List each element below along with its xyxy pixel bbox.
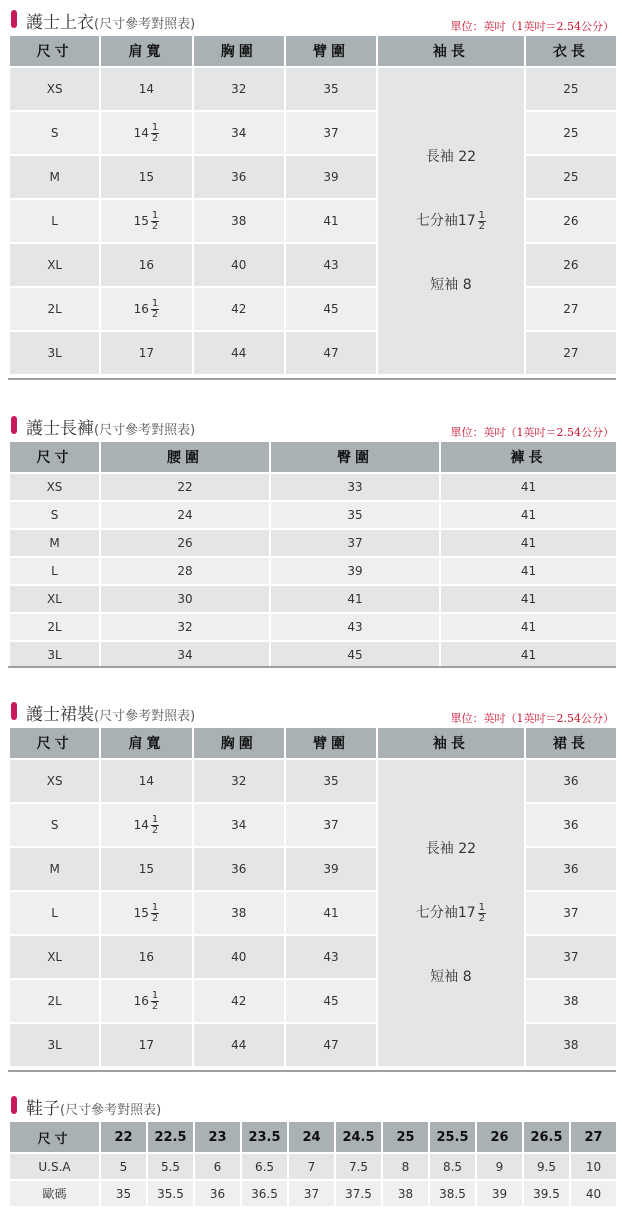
usa-size: 6 bbox=[195, 1154, 240, 1181]
header-shoulder: 肩寬 bbox=[101, 728, 191, 760]
eu-size: 39.5 bbox=[524, 1181, 569, 1208]
size-cell: L bbox=[10, 200, 99, 244]
length-cell: 38 bbox=[526, 980, 616, 1024]
header-chest: 胸圍 bbox=[194, 728, 284, 760]
usa-size: 7 bbox=[289, 1154, 334, 1181]
section-bullet-icon bbox=[11, 10, 17, 28]
section-title: 護士裙裝(尺寸參考對照表) bbox=[26, 705, 196, 725]
table-row bbox=[10, 156, 616, 200]
sleeve-short: 短袖 8 bbox=[430, 277, 472, 293]
chest-cell: 38 bbox=[194, 200, 284, 244]
eu-size: 40 bbox=[571, 1181, 616, 1208]
shoulder-cell: 15 $\frac{1}{2}$ bbox=[101, 200, 191, 244]
arm-cell: 37 bbox=[286, 112, 376, 156]
jp-size: 22 bbox=[101, 1122, 146, 1154]
waist-cell: 32 bbox=[101, 614, 269, 642]
waist-cell: 24 bbox=[101, 502, 269, 530]
sleeve-three-quarter: 七分袖17 $\frac{1}{2}$ bbox=[415, 209, 486, 232]
size-cell: XL bbox=[10, 586, 99, 614]
waist-cell: 34 bbox=[101, 642, 269, 670]
length-cell: 41 bbox=[441, 474, 616, 502]
size-cell: M bbox=[10, 530, 99, 558]
chest-cell: 40 bbox=[194, 244, 284, 288]
table-bottom-rule bbox=[8, 378, 616, 380]
usa-size: 10 bbox=[571, 1154, 616, 1181]
chest-cell: 42 bbox=[194, 288, 284, 332]
eu-size: 38 bbox=[383, 1181, 428, 1208]
table-row bbox=[10, 760, 616, 804]
table-header-row bbox=[10, 728, 616, 760]
length-cell: 26 bbox=[526, 200, 616, 244]
table-row bbox=[10, 332, 616, 376]
usa-size: 7.5 bbox=[336, 1154, 381, 1181]
dress-size-table bbox=[8, 728, 618, 1068]
section-bullet-icon bbox=[11, 702, 17, 720]
half-fraction: $\frac{1}{2}$ bbox=[151, 989, 159, 1012]
length-cell: 41 bbox=[441, 614, 616, 642]
length-cell: 41 bbox=[441, 642, 616, 670]
table-header-row bbox=[10, 1122, 616, 1154]
hip-cell: 37 bbox=[271, 530, 439, 558]
size-cell: 3L bbox=[10, 1024, 99, 1068]
header-chest: 胸圍 bbox=[194, 36, 284, 68]
length-cell: 36 bbox=[526, 848, 616, 892]
arm-cell: 43 bbox=[286, 244, 376, 288]
header-size: 尺寸 bbox=[10, 36, 99, 68]
table-row bbox=[10, 474, 616, 502]
size-cell: 2L bbox=[10, 288, 99, 332]
table-row bbox=[10, 614, 616, 642]
top-section-header bbox=[0, 4, 622, 34]
arm-cell: 47 bbox=[286, 1024, 376, 1068]
arm-cell: 47 bbox=[286, 332, 376, 376]
arm-cell: 45 bbox=[286, 288, 376, 332]
size-cell: M bbox=[10, 156, 99, 200]
shoulder-cell: 14 $\frac{1}{2}$ bbox=[101, 804, 191, 848]
hip-cell: 33 bbox=[271, 474, 439, 502]
length-cell: 37 bbox=[526, 936, 616, 980]
arm-cell: 45 bbox=[286, 980, 376, 1024]
table-row bbox=[10, 1181, 616, 1208]
arm-cell: 41 bbox=[286, 892, 376, 936]
usa-size: 6.5 bbox=[242, 1154, 287, 1181]
table-row bbox=[10, 244, 616, 288]
section-bullet-icon bbox=[11, 1096, 17, 1114]
waist-cell: 30 bbox=[101, 586, 269, 614]
eu-size: 37 bbox=[289, 1181, 334, 1208]
waist-cell: 26 bbox=[101, 530, 269, 558]
arm-cell: 39 bbox=[286, 156, 376, 200]
top-size-table bbox=[8, 36, 618, 376]
usa-size: 9.5 bbox=[524, 1154, 569, 1181]
shoulder-cell: 15 $\frac{1}{2}$ bbox=[101, 892, 191, 936]
eu-size: 35.5 bbox=[148, 1181, 193, 1208]
size-cell: M bbox=[10, 848, 99, 892]
header-length: 褲長 bbox=[441, 442, 616, 474]
table-row bbox=[10, 288, 616, 332]
chest-cell: 44 bbox=[194, 1024, 284, 1068]
size-cell: XL bbox=[10, 936, 99, 980]
unit-note: 單位：英吋（1英吋＝2.54公分） bbox=[450, 20, 614, 33]
shoulder-cell: 14 bbox=[101, 760, 191, 804]
arm-cell: 37 bbox=[286, 804, 376, 848]
chest-cell: 34 bbox=[194, 112, 284, 156]
table-row bbox=[10, 936, 616, 980]
half-fraction: $\frac{1}{2}$ bbox=[151, 209, 159, 232]
header-arm: 臂圍 bbox=[286, 36, 376, 68]
shoulder-cell: 14 $\frac{1}{2}$ bbox=[101, 112, 191, 156]
length-cell: 41 bbox=[441, 502, 616, 530]
chest-cell: 36 bbox=[194, 156, 284, 200]
length-cell: 37 bbox=[526, 892, 616, 936]
arm-cell: 35 bbox=[286, 68, 376, 112]
header-skirt-length: 裙長 bbox=[526, 728, 616, 760]
length-cell: 38 bbox=[526, 1024, 616, 1068]
usa-size: 8 bbox=[383, 1154, 428, 1181]
chest-cell: 38 bbox=[194, 892, 284, 936]
arm-cell: 41 bbox=[286, 200, 376, 244]
shoulder-cell: 16 bbox=[101, 244, 191, 288]
size-cell: L bbox=[10, 892, 99, 936]
jp-size: 26 bbox=[477, 1122, 522, 1154]
table-row bbox=[10, 892, 616, 936]
header-length: 衣長 bbox=[526, 36, 616, 68]
length-cell: 36 bbox=[526, 760, 616, 804]
hip-cell: 35 bbox=[271, 502, 439, 530]
eu-size: 36 bbox=[195, 1181, 240, 1208]
row-label-eu: 歐碼 bbox=[10, 1181, 99, 1208]
section-bullet-icon bbox=[11, 416, 17, 434]
table-row bbox=[10, 848, 616, 892]
header-arm: 臂圍 bbox=[286, 728, 376, 760]
shoulder-cell: 15 bbox=[101, 156, 191, 200]
size-cell: 2L bbox=[10, 614, 99, 642]
table-row bbox=[10, 586, 616, 614]
section-title: 鞋子(尺寸參考對照表) bbox=[26, 1099, 162, 1119]
shoulder-cell: 16 $\frac{1}{2}$ bbox=[101, 288, 191, 332]
hip-cell: 45 bbox=[271, 642, 439, 670]
hip-cell: 41 bbox=[271, 586, 439, 614]
half-fraction: $\frac{1}{2}$ bbox=[151, 297, 159, 320]
header-waist: 腰圍 bbox=[101, 442, 269, 474]
size-cell: 2L bbox=[10, 980, 99, 1024]
header-size: 尺寸 bbox=[10, 728, 99, 760]
arm-cell: 39 bbox=[286, 848, 376, 892]
half-fraction: $\frac{1}{2}$ bbox=[478, 901, 486, 924]
header-hip: 臀圍 bbox=[271, 442, 439, 474]
size-cell: 3L bbox=[10, 642, 99, 670]
length-cell: 25 bbox=[526, 112, 616, 156]
half-fraction: $\frac{1}{2}$ bbox=[151, 813, 159, 836]
sleeve-short: 短袖 8 bbox=[430, 969, 472, 985]
shoulder-cell: 17 bbox=[101, 332, 191, 376]
jp-size: 23.5 bbox=[242, 1122, 287, 1154]
header-sleeve: 袖長 bbox=[378, 36, 523, 68]
shoulder-cell: 15 bbox=[101, 848, 191, 892]
eu-size: 38.5 bbox=[430, 1181, 475, 1208]
length-cell: 36 bbox=[526, 804, 616, 848]
size-cell: L bbox=[10, 558, 99, 586]
sleeve-cell bbox=[378, 760, 523, 1068]
sleeve-long: 長袖 22 bbox=[425, 149, 477, 165]
sleeve-long: 長袖 22 bbox=[425, 841, 477, 857]
length-cell: 26 bbox=[526, 244, 616, 288]
usa-size: 9 bbox=[477, 1154, 522, 1181]
half-fraction: $\frac{1}{2}$ bbox=[478, 209, 486, 232]
dress-section bbox=[0, 696, 622, 1052]
length-cell: 27 bbox=[526, 332, 616, 376]
unit-note: 單位：英吋（1英吋＝2.54公分） bbox=[450, 426, 614, 439]
half-fraction: $\frac{1}{2}$ bbox=[151, 121, 159, 144]
chest-cell: 36 bbox=[194, 848, 284, 892]
chest-cell: 42 bbox=[194, 980, 284, 1024]
header-size: 尺寸 bbox=[10, 442, 99, 474]
arm-cell: 43 bbox=[286, 936, 376, 980]
table-row bbox=[10, 112, 616, 156]
jp-size: 22.5 bbox=[148, 1122, 193, 1154]
table-row bbox=[10, 200, 616, 244]
eu-size: 35 bbox=[101, 1181, 146, 1208]
waist-cell: 28 bbox=[101, 558, 269, 586]
usa-size: 5.5 bbox=[148, 1154, 193, 1181]
jp-size: 24.5 bbox=[336, 1122, 381, 1154]
shoulder-cell: 16 $\frac{1}{2}$ bbox=[101, 980, 191, 1024]
table-header-row bbox=[10, 36, 616, 68]
jp-size: 25.5 bbox=[430, 1122, 475, 1154]
jp-size: 23 bbox=[195, 1122, 240, 1154]
jp-size: 24 bbox=[289, 1122, 334, 1154]
shoes-size-table bbox=[8, 1122, 618, 1208]
table-row bbox=[10, 530, 616, 558]
unit-note: 單位：英吋（1英吋＝2.54公分） bbox=[450, 712, 614, 725]
length-cell: 41 bbox=[441, 586, 616, 614]
hip-cell: 43 bbox=[271, 614, 439, 642]
pants-section bbox=[0, 410, 622, 662]
dress-section-header bbox=[0, 696, 622, 726]
size-cell: XS bbox=[10, 68, 99, 112]
chest-cell: 34 bbox=[194, 804, 284, 848]
jp-size: 27 bbox=[571, 1122, 616, 1154]
shoes-section-header bbox=[0, 1090, 622, 1120]
size-cell: S bbox=[10, 804, 99, 848]
pants-section-header bbox=[0, 410, 622, 440]
section-title: 護士長褲(尺寸參考對照表) bbox=[26, 419, 196, 439]
length-cell: 25 bbox=[526, 156, 616, 200]
shoulder-cell: 16 bbox=[101, 936, 191, 980]
length-cell: 41 bbox=[441, 558, 616, 586]
hip-cell: 39 bbox=[271, 558, 439, 586]
section-title: 護士上衣(尺寸參考對照表) bbox=[26, 13, 196, 33]
eu-size: 36.5 bbox=[242, 1181, 287, 1208]
usa-size: 5 bbox=[101, 1154, 146, 1181]
shoulder-cell: 17 bbox=[101, 1024, 191, 1068]
size-cell: S bbox=[10, 502, 99, 530]
jp-size: 26.5 bbox=[524, 1122, 569, 1154]
header-size: 尺寸 bbox=[10, 1122, 99, 1154]
size-cell: XS bbox=[10, 474, 99, 502]
table-bottom-rule bbox=[8, 666, 616, 668]
jp-size: 25 bbox=[383, 1122, 428, 1154]
eu-size: 37.5 bbox=[336, 1181, 381, 1208]
header-sleeve: 袖長 bbox=[378, 728, 523, 760]
size-cell: S bbox=[10, 112, 99, 156]
size-cell: XS bbox=[10, 760, 99, 804]
size-cell: XL bbox=[10, 244, 99, 288]
shoulder-cell: 14 bbox=[101, 68, 191, 112]
chest-cell: 44 bbox=[194, 332, 284, 376]
sleeve-cell bbox=[378, 68, 523, 376]
length-cell: 41 bbox=[441, 530, 616, 558]
header-shoulder: 肩寬 bbox=[101, 36, 191, 68]
row-label-usa: U.S.A bbox=[10, 1154, 99, 1181]
top-section bbox=[0, 4, 622, 360]
table-row bbox=[10, 68, 616, 112]
half-fraction: $\frac{1}{2}$ bbox=[151, 901, 159, 924]
sleeve-three-quarter: 七分袖17 $\frac{1}{2}$ bbox=[415, 901, 486, 924]
arm-cell: 35 bbox=[286, 760, 376, 804]
pants-size-table bbox=[8, 442, 618, 670]
table-header-row bbox=[10, 442, 616, 474]
chest-cell: 40 bbox=[194, 936, 284, 980]
table-row bbox=[10, 1024, 616, 1068]
chest-cell: 32 bbox=[194, 760, 284, 804]
chest-cell: 32 bbox=[194, 68, 284, 112]
table-row bbox=[10, 502, 616, 530]
table-row bbox=[10, 980, 616, 1024]
table-row bbox=[10, 558, 616, 586]
size-cell: 3L bbox=[10, 332, 99, 376]
table-bottom-rule bbox=[8, 1070, 616, 1072]
shoes-section bbox=[0, 1090, 622, 1201]
table-row bbox=[10, 804, 616, 848]
length-cell: 25 bbox=[526, 68, 616, 112]
waist-cell: 22 bbox=[101, 474, 269, 502]
table-row bbox=[10, 1154, 616, 1181]
length-cell: 27 bbox=[526, 288, 616, 332]
eu-size: 39 bbox=[477, 1181, 522, 1208]
usa-size: 8.5 bbox=[430, 1154, 475, 1181]
